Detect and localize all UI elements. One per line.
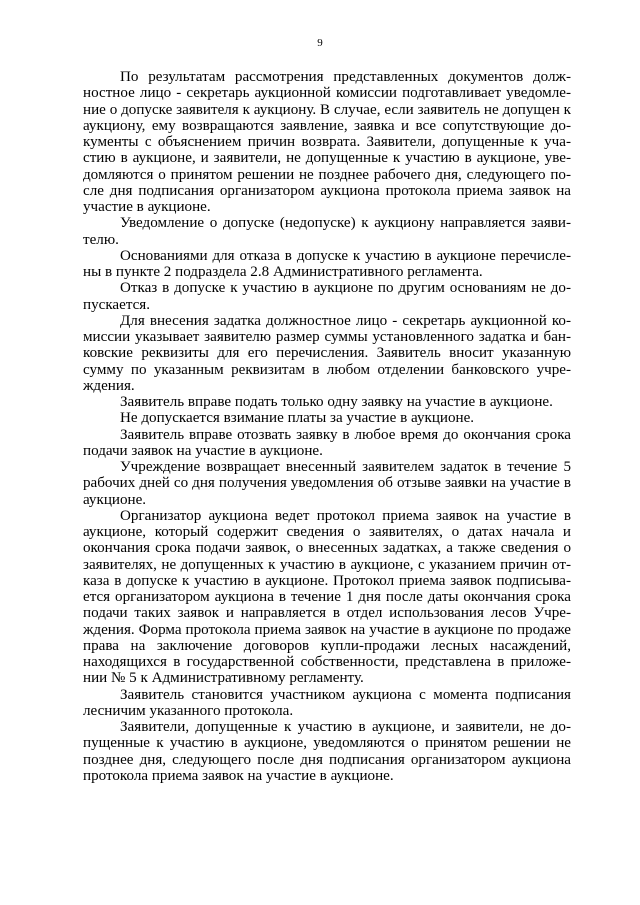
paragraph-admission-notice: Уведомление о допуске (недопуске) к аукциону направляется заявителю. (83, 215, 571, 248)
paragraph-deposit: Для внесения задатка должностное лицо - секретарь аукционной комиссии указывает заявителю размер суммы установленного задатка и банковские реквизиты для его перечисления. Заявитель вносит указанную сумму по указанным реквизитам в любом отделении банковского учреждения. (83, 312, 571, 394)
paragraph-no-fee: Не допускается взимание платы за участие в аукционе. (120, 410, 475, 427)
document-body (83, 69, 571, 784)
paragraph-withdrawal: Заявитель вправе отозвать заявку в любое время до окончания срока подачи заявок на участие в аукционе. (83, 426, 571, 459)
paragraph-decision-notice: Заявители, допущенные к участию в аукционе, и заявители, не допущенные к участию в аукционе, уведомляются о принятом решении не позднее дня, следующего после дня подписания организатором аукциона протокола приема заявок на участие в аукционе. (83, 719, 571, 784)
paragraph-deposit-return: Учреждение возвращает внесенный заявителем задаток в течение 5 рабочих дней со дня получения уведомления об отзыве заявки на участие в аукционе. (83, 459, 571, 508)
paragraph-refusal-grounds: Основаниями для отказа в допуске к участию в аукционе перечислены в пункте 2 подраздела 2.8 Административного регламента. (83, 247, 571, 280)
page-number: 9 (317, 37, 323, 49)
paragraph-one-application: Заявитель вправе подать только одну заявку на участие в аукционе. (120, 394, 553, 410)
paragraph-protocol: Организатор аукциона ведет протокол приема заявок на участие в аукционе, который содержит сведения о заявителях, о датах начала и окончания срока подачи заявок, о внесенных задатках, а также сведения о заявителях, не допущенных к участию в аукционе, с указанием причин отказа в допуске к участию в аукционе. Протокол приема заявок подписывается организатором аукциона в течение 1 дня после даты окончания срока подачи таких заявок и направляется в отдел использования лесов Учреждения. Форма протокола приема заявок на участие в аукционе по продаже права на заключение договоров купли-продажи лесных насаждений, находящихся в государственной собственности, представлена в приложении № 5 к Административному регламенту. (83, 507, 571, 687)
paragraph-other-grounds: Отказ в допуске к участию в аукционе по другим основаниям не допускается. (83, 280, 571, 313)
paragraph-review-results: По результатам рассмотрения представленных документов должностное лицо - секретарь аукционной комиссии подготавливает уведомление о допуске заявителя к аукциону. В случае, если заявитель не допущен к аукциону, ему возвращаются заявление, заявка и все сопутствующие документы с объяснением причин возврата. Заявители, допущенные к участию в аукционе, и заявители, не допущенные к участию в аукционе, уведомляются о принятом решении не позднее рабочего дня, следующего после дня подписания организатором аукциона протокола приема заявок на участие в аукционе. (83, 69, 571, 215)
paragraph-participant: Заявитель становится участником аукциона с момента подписания лесничим указанного протокола. (83, 686, 571, 719)
